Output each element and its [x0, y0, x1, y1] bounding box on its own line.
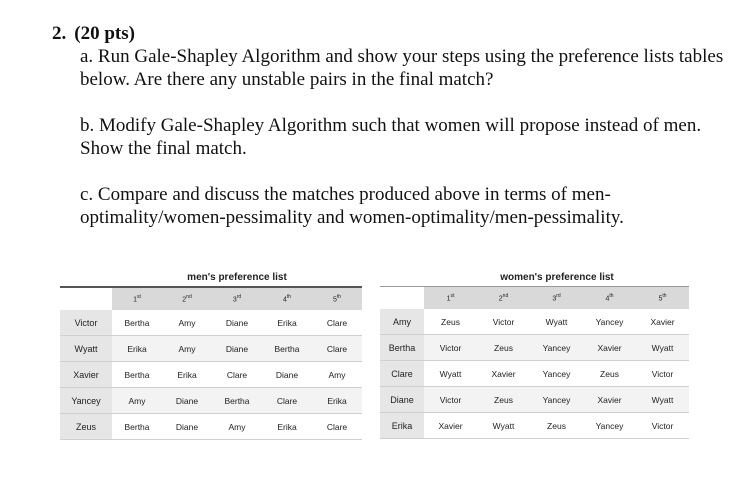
men-preference-cell: Diane	[262, 362, 312, 388]
men-preference-cell: Erika	[262, 414, 312, 440]
women-preference-cell: Victor	[424, 387, 477, 413]
men-preference-cell: Bertha	[112, 310, 162, 336]
women-row-name: Diane	[380, 387, 424, 413]
men-preference-cell: Diane	[162, 388, 212, 414]
men-row-name: Zeus	[60, 414, 112, 440]
men-preference-cell: Bertha	[212, 388, 262, 414]
men-preference-cell: Bertha	[112, 414, 162, 440]
women-preference-cell: Zeus	[583, 361, 636, 387]
men-preference-cell: Bertha	[262, 336, 312, 362]
men-preference-cell: Erika	[312, 388, 362, 414]
women-preference-cell: Zeus	[530, 413, 583, 439]
women-preference-cell: Victor	[424, 335, 477, 361]
women-preference-table	[380, 270, 692, 439]
women-table-grid	[380, 286, 689, 439]
men-preference-cell: Diane	[212, 336, 262, 362]
table-row	[60, 336, 362, 362]
women-preference-cell: Wyatt	[424, 361, 477, 387]
women-row-name: Bertha	[380, 335, 424, 361]
men-table-title: men's preference list	[187, 272, 287, 283]
men-preference-cell: Clare	[212, 362, 262, 388]
men-preference-cell: Clare	[312, 336, 362, 362]
problem-parts	[80, 45, 732, 229]
women-preference-cell: Victor	[636, 361, 689, 387]
women-preference-cell: Zeus	[477, 387, 530, 413]
part-a-text: a. Run Gale-Shapley Algorithm and show your steps using the preference lists tables below. Are there any unstable pairs in the final match?	[80, 46, 724, 90]
women-row-name: Amy	[380, 309, 424, 335]
women-column-header: 1st	[424, 287, 477, 310]
women-preference-cell: Wyatt	[530, 309, 583, 335]
women-preference-cell: Victor	[636, 413, 689, 439]
women-row-name: Erika	[380, 413, 424, 439]
women-preference-cell: Xavier	[424, 413, 477, 439]
women-preference-cell: Yancey	[583, 413, 636, 439]
men-preference-cell: Amy	[312, 362, 362, 388]
part-b-text: b. Modify Gale-Shapley Algorithm such that women will propose instead of men. Show the final match.	[80, 115, 702, 159]
women-preference-cell: Xavier	[636, 309, 689, 335]
men-preference-cell: Clare	[262, 388, 312, 414]
part-c-text: c. Compare and discuss the matches produced above in terms of men-optimality/women-pessimality and women-optimality/men-pessimality.	[80, 184, 624, 228]
women-preference-cell: Wyatt	[636, 335, 689, 361]
men-row-name: Victor	[60, 310, 112, 336]
women-preference-cell: Wyatt	[636, 387, 689, 413]
table-row	[380, 361, 689, 387]
men-preference-cell: Clare	[312, 310, 362, 336]
table-row	[60, 310, 362, 336]
women-preference-cell: Zeus	[424, 309, 477, 335]
women-preference-cell: Yancey	[530, 387, 583, 413]
women-column-header: 5th	[636, 287, 689, 310]
men-corner-cell	[60, 287, 112, 310]
men-preference-cell: Clare	[312, 414, 362, 440]
problem-points: (20 pts)	[74, 23, 135, 44]
men-preference-cell: Amy	[162, 310, 212, 336]
table-row	[380, 413, 689, 439]
men-preference-cell: Amy	[162, 336, 212, 362]
men-preference-cell: Erika	[262, 310, 312, 336]
men-preference-cell: Bertha	[112, 362, 162, 388]
men-preference-cell: Amy	[212, 414, 262, 440]
men-column-header: 1st	[112, 287, 162, 310]
women-corner-cell	[380, 287, 424, 310]
men-preference-cell: Erika	[162, 362, 212, 388]
men-column-header: 2nd	[162, 287, 212, 310]
women-preference-cell: Yancey	[530, 335, 583, 361]
women-preference-cell: Yancey	[583, 309, 636, 335]
problem-number: 2.	[52, 23, 67, 44]
table-row	[380, 309, 689, 335]
men-preference-cell: Erika	[112, 336, 162, 362]
women-preference-cell: Wyatt	[477, 413, 530, 439]
women-preference-cell: Xavier	[583, 387, 636, 413]
problem-header	[52, 22, 732, 45]
women-column-header: 2nd	[477, 287, 530, 310]
women-preference-cell: Xavier	[583, 335, 636, 361]
table-row	[60, 414, 362, 440]
women-preference-cell: Yancey	[530, 361, 583, 387]
women-preference-cell: Victor	[477, 309, 530, 335]
problem-statement	[52, 22, 732, 229]
men-preference-cell: Diane	[162, 414, 212, 440]
women-preference-cell: Zeus	[477, 335, 530, 361]
women-column-header: 4th	[583, 287, 636, 310]
table-row	[380, 335, 689, 361]
men-column-header: 4th	[262, 287, 312, 310]
men-preference-table	[60, 270, 362, 440]
women-column-header: 3rd	[530, 287, 583, 310]
men-row-name: Yancey	[60, 388, 112, 414]
table-row	[60, 362, 362, 388]
table-row	[380, 387, 689, 413]
men-preference-cell: Amy	[112, 388, 162, 414]
women-row-name: Clare	[380, 361, 424, 387]
men-column-header: 5th	[312, 287, 362, 310]
men-preference-cell: Diane	[212, 310, 262, 336]
men-column-header: 3rd	[212, 287, 262, 310]
men-table-grid	[60, 286, 362, 440]
table-row	[60, 388, 362, 414]
women-preference-cell: Xavier	[477, 361, 530, 387]
women-table-title: women's preference list	[500, 272, 614, 283]
men-row-name: Xavier	[60, 362, 112, 388]
men-row-name: Wyatt	[60, 336, 112, 362]
